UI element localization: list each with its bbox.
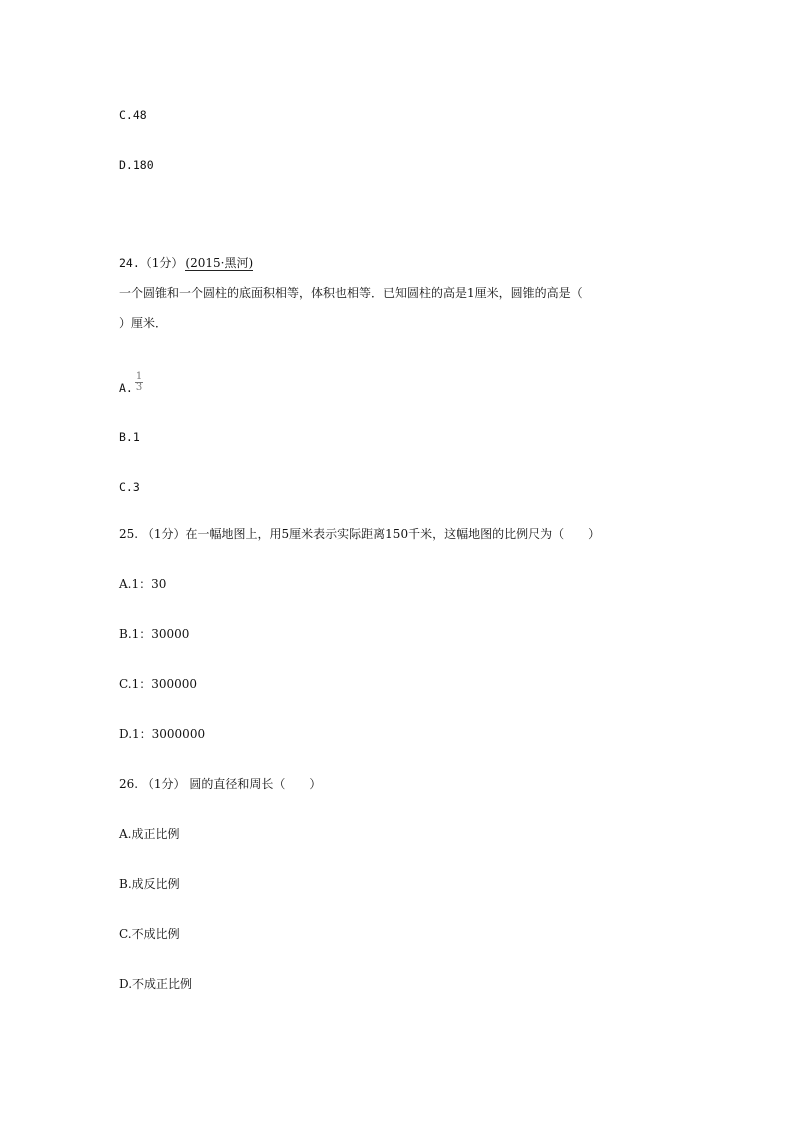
- q24-source[interactable]: (2015·黑河): [185, 256, 254, 270]
- q23-option-c: C.48: [119, 108, 147, 122]
- q26-option-c: C.不成比例: [119, 927, 180, 941]
- q23-option-d: D.180: [119, 158, 154, 172]
- q24-option-c: C.3: [119, 480, 140, 494]
- q26-option-b: B.成反比例: [119, 877, 180, 891]
- q24-score: （1分）: [139, 256, 184, 270]
- q26-option-d: D.不成正比例: [119, 977, 193, 991]
- q25-option-c: C.1：300000: [119, 677, 198, 691]
- fraction-numerator: 1: [135, 371, 143, 382]
- q25-option-a: A.1：30: [119, 577, 167, 591]
- q24-option-a: [119, 371, 143, 399]
- q25-option-b: B.1：30000: [119, 627, 190, 641]
- q26-option-a: A.成正比例: [119, 827, 180, 841]
- q24-number: 24.: [119, 256, 140, 270]
- q25-stem: 25. （1分）在一幅地图上，用5厘米表示实际距离150千米，这幅地图的比例尺为（ ）: [119, 527, 601, 541]
- q24-stem-line2: ）厘米．: [119, 316, 168, 330]
- q24-option-b: B.1: [119, 430, 140, 444]
- q26-stem: 26. （1分） 圆的直径和周长（ ）: [119, 777, 322, 791]
- q24-stem-line1: 一个圆锥和一个圆柱的底面积相等，体积也相等．已知圆柱的高是1厘米，圆锥的高是（: [119, 286, 583, 300]
- fraction-denominator: 3: [135, 382, 143, 393]
- q25-option-d: D.1：3000000: [119, 727, 206, 741]
- fraction-one-third: [135, 372, 143, 393]
- q24-option-a-prefix: A.: [119, 381, 133, 395]
- q24-header: [119, 255, 253, 271]
